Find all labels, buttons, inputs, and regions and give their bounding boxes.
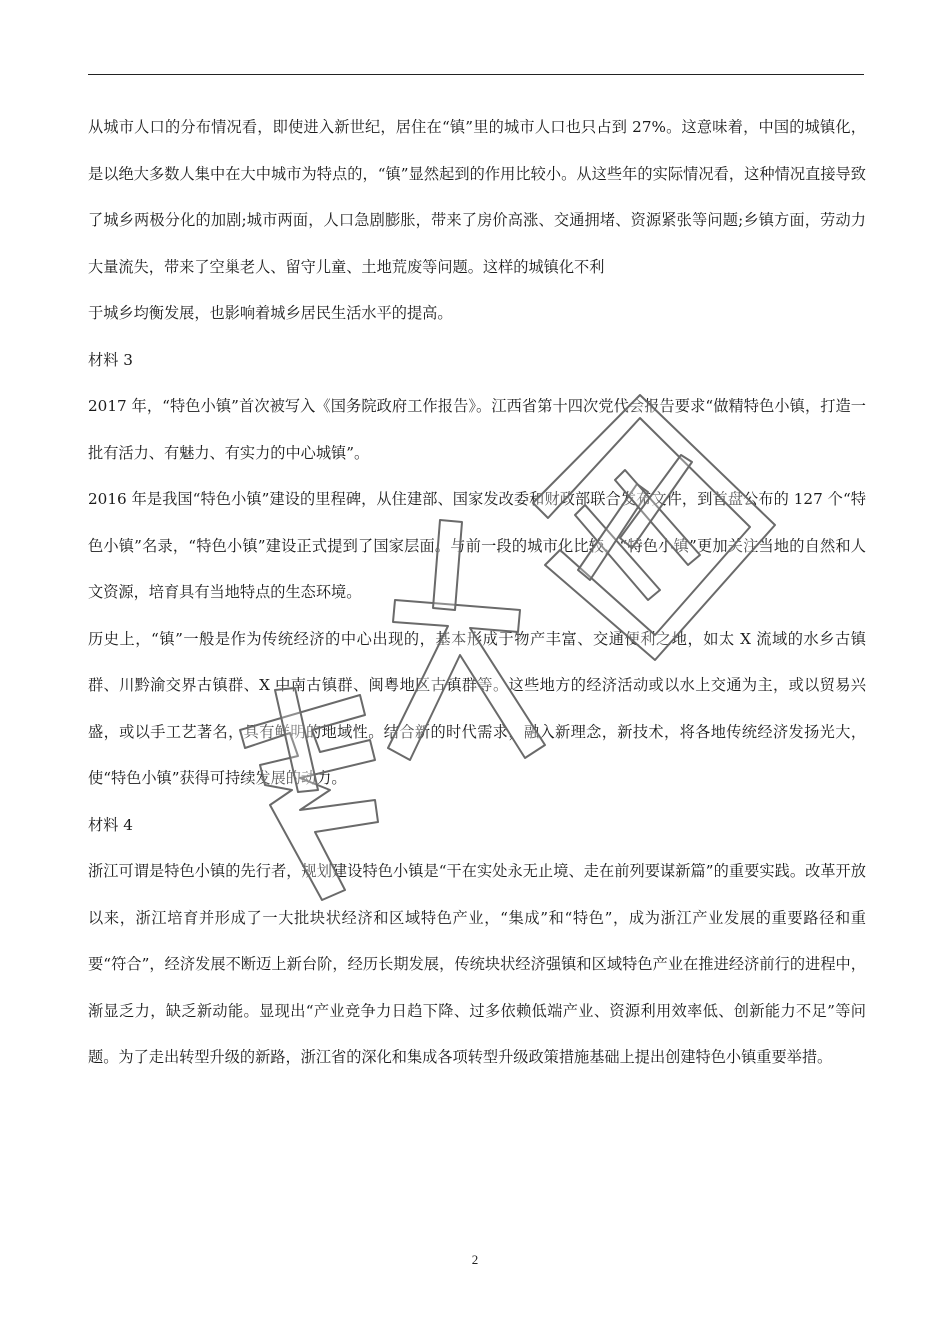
paragraph-2016-milestone: 2016 年是我国“特色小镇”建设的里程碑，从住建部、国家发改委和财政部联合发布文件，到首盘公布的 127 个“特色小镇”名录，“特色小镇”建设正式提到了国家层面。与前一段的城市化比较，“特色小镇”更加关注当地的自然和人文资源，培育具有当地特点的生态环境。: [88, 490, 866, 601]
paragraph-2017-report: 2017 年，“特色小镇”首次被写入《国务院政府工作报告》。江西省第十四次党代会报告要求“做精特色小镇，打造一批有活力、有魅力、有实力的中心城镇”。: [88, 397, 866, 462]
document-body: [88, 104, 866, 1081]
header-rule: [88, 74, 864, 75]
paragraph-zhejiang: 浙江可谓是特色小镇的先行者，规划建设特色小镇是“干在实处永无止境、走在前列要谋新篇”的重要实践。改革开放以来，浙江培育并形成了一大批块状经济和区域特色产业，“集成”和“特色”，成为浙江产业发展的重要路径和重要“符合”，经济发展不断迈上新台阶，经历长期发展，传统块状经济强镇和区域特色产业在推进经济前行的进程中，渐显乏力，缺乏新动能。显现出“产业竞争力日趋下降、过多依赖低端产业、资源利用效率低、创新能力不足”等问题。为了走出转型升级的新路，浙江省的深化和集成各项转型升级政策措施基础上提出创建特色小镇重要举措。: [88, 862, 866, 1066]
paragraph-history: 历史上，“镇”一般是作为传统经济的中心出现的，基本形成于物产丰富、交通便利之地，如太 X 流域的水乡古镇群、川黔渝交界古镇群、X 中南古镇群、闽粤地区古镇群等。这些地方的经济活动或以水上交通为主，或以贸易兴盛，或以手工艺著名，具有鲜明的地域性。结合新的时代需求，融入新理念，新技术，将各地传统经济发扬光大，使“特色小镇”获得可持续发展的动力。: [88, 629, 866, 787]
material-3-label: 材料 3: [88, 350, 133, 369]
paragraph-urban-population: 从城市人口的分布情况看，即使进入新世纪，居住在“镇”里的城市人口也只占到 27%。这意味着，中国的城镇化，是以绝大多数人集中在大中城市为特点的，“镇”显然起到的作用比较小。从这些年的实际情况看，这种情况直接导致了城乡两极分化的加剧;城市两面，人口急剧膨胀，带来了房价高涨、交通拥堵、资源紧张等问题;乡镇方面，劳动力大量流失，带来了空巢老人、留守儿童、土地荒废等问题。这样的城镇化不利: [88, 118, 866, 276]
page-number: 2: [471, 1252, 479, 1267]
paragraph-balanced-development: 于城乡均衡发展，也影响着城乡居民生活水平的提高。: [88, 304, 453, 322]
material-4-label: 材料 4: [88, 815, 133, 834]
